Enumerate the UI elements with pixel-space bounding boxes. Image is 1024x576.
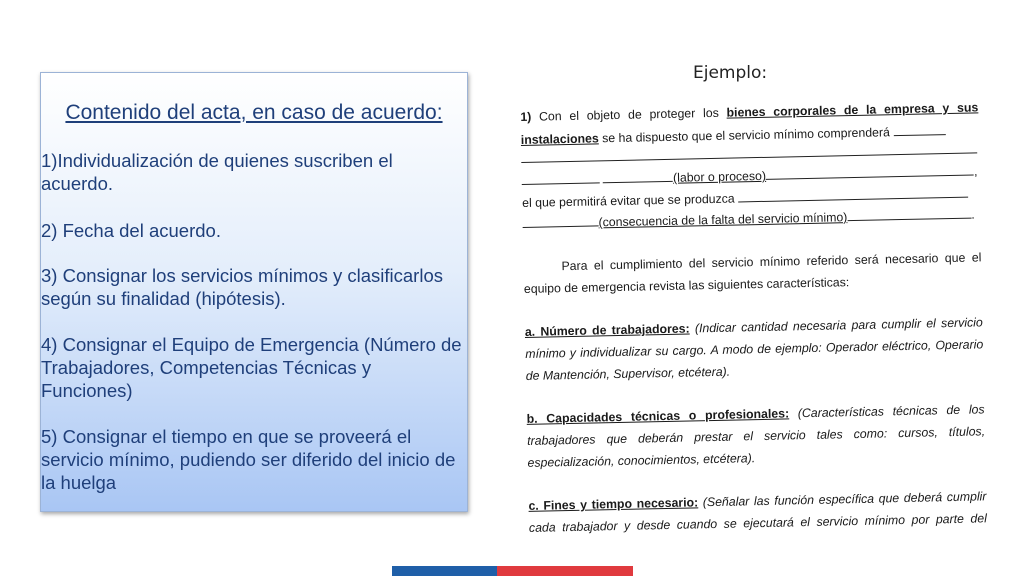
example-document (520, 90, 993, 540)
doc-line: el que permitirá evitar que se produzca (522, 187, 968, 210)
doc-line: a. Número de trabajadores: (Indicar cantidad necesaria para cumplir el servicio (524, 315, 983, 339)
doc-line (521, 142, 977, 166)
blank-line (847, 208, 971, 222)
doc-line: trabajadores que deberán prestar el servicio tales como: cursos, títulos, (526, 424, 986, 448)
list-item: 4) Consignar el Equipo de Emergencia (Número de Trabajadores, Competencias Técnicas y Funciones) (41, 334, 462, 401)
content-box (40, 72, 468, 512)
list-item: 5) Consignar el tiempo en que se proveerá el servicio mínimo, pudiendo ser diferido del inicio de la huelga (41, 426, 456, 493)
doc-line: b. Capacidades técnicas o profesionales: (Características técnicas de los (526, 402, 985, 426)
footer-bar-red (497, 566, 633, 576)
box-title: Contenido del acta, en caso de acuerdo: (65, 101, 443, 124)
doc-line: (labor o proceso) , (522, 164, 978, 188)
blank-line (603, 171, 673, 183)
list-item: 1)Individualización de quienes suscriben el acuerdo. (41, 150, 393, 194)
doc-line: cada trabajador y desde cuando se ejecutará el servicio mínimo por parte del (528, 511, 988, 535)
doc-line: 1) Con el objeto de proteger los bienes corporales de la empresa y sus (520, 100, 979, 124)
blank-line (766, 165, 974, 180)
blank-line (738, 187, 968, 203)
list-item: 3) Consignar los servicios mínimos y clasificarlos según su finalidad (hipótesis). (41, 265, 443, 309)
doc-line: (consecuencia de la falta del servicio mínimo) . (522, 208, 974, 231)
doc-line: Para el cumplimiento del servicio mínimo referido será necesario que el (561, 250, 982, 274)
doc-line: equipo de emergencia revista las siguientes características: (523, 275, 850, 296)
doc-line: instalaciones se ha dispuesto que el servicio mínimo comprenderá (521, 124, 946, 147)
doc-line: mínimo y individualizar su cargo. A modo de ejemplo: Operador eléctrico, Operario (525, 337, 984, 361)
blank-line (522, 215, 598, 228)
doc-line: c. Fines y tiempo necesario: (Señalar las función específica que deberá cumplir (528, 489, 987, 513)
example-label: Ejemplo: (693, 63, 768, 83)
doc-line: de Mantención, Supervisor, etcétera). (525, 364, 731, 383)
list-item: 2) Fecha del acuerdo. (41, 220, 221, 241)
doc-line: especialización, conocimientos, etcétera). (527, 451, 756, 470)
blank-line (893, 124, 945, 136)
blank-line (522, 172, 600, 185)
footer-bar-blue (392, 566, 497, 576)
